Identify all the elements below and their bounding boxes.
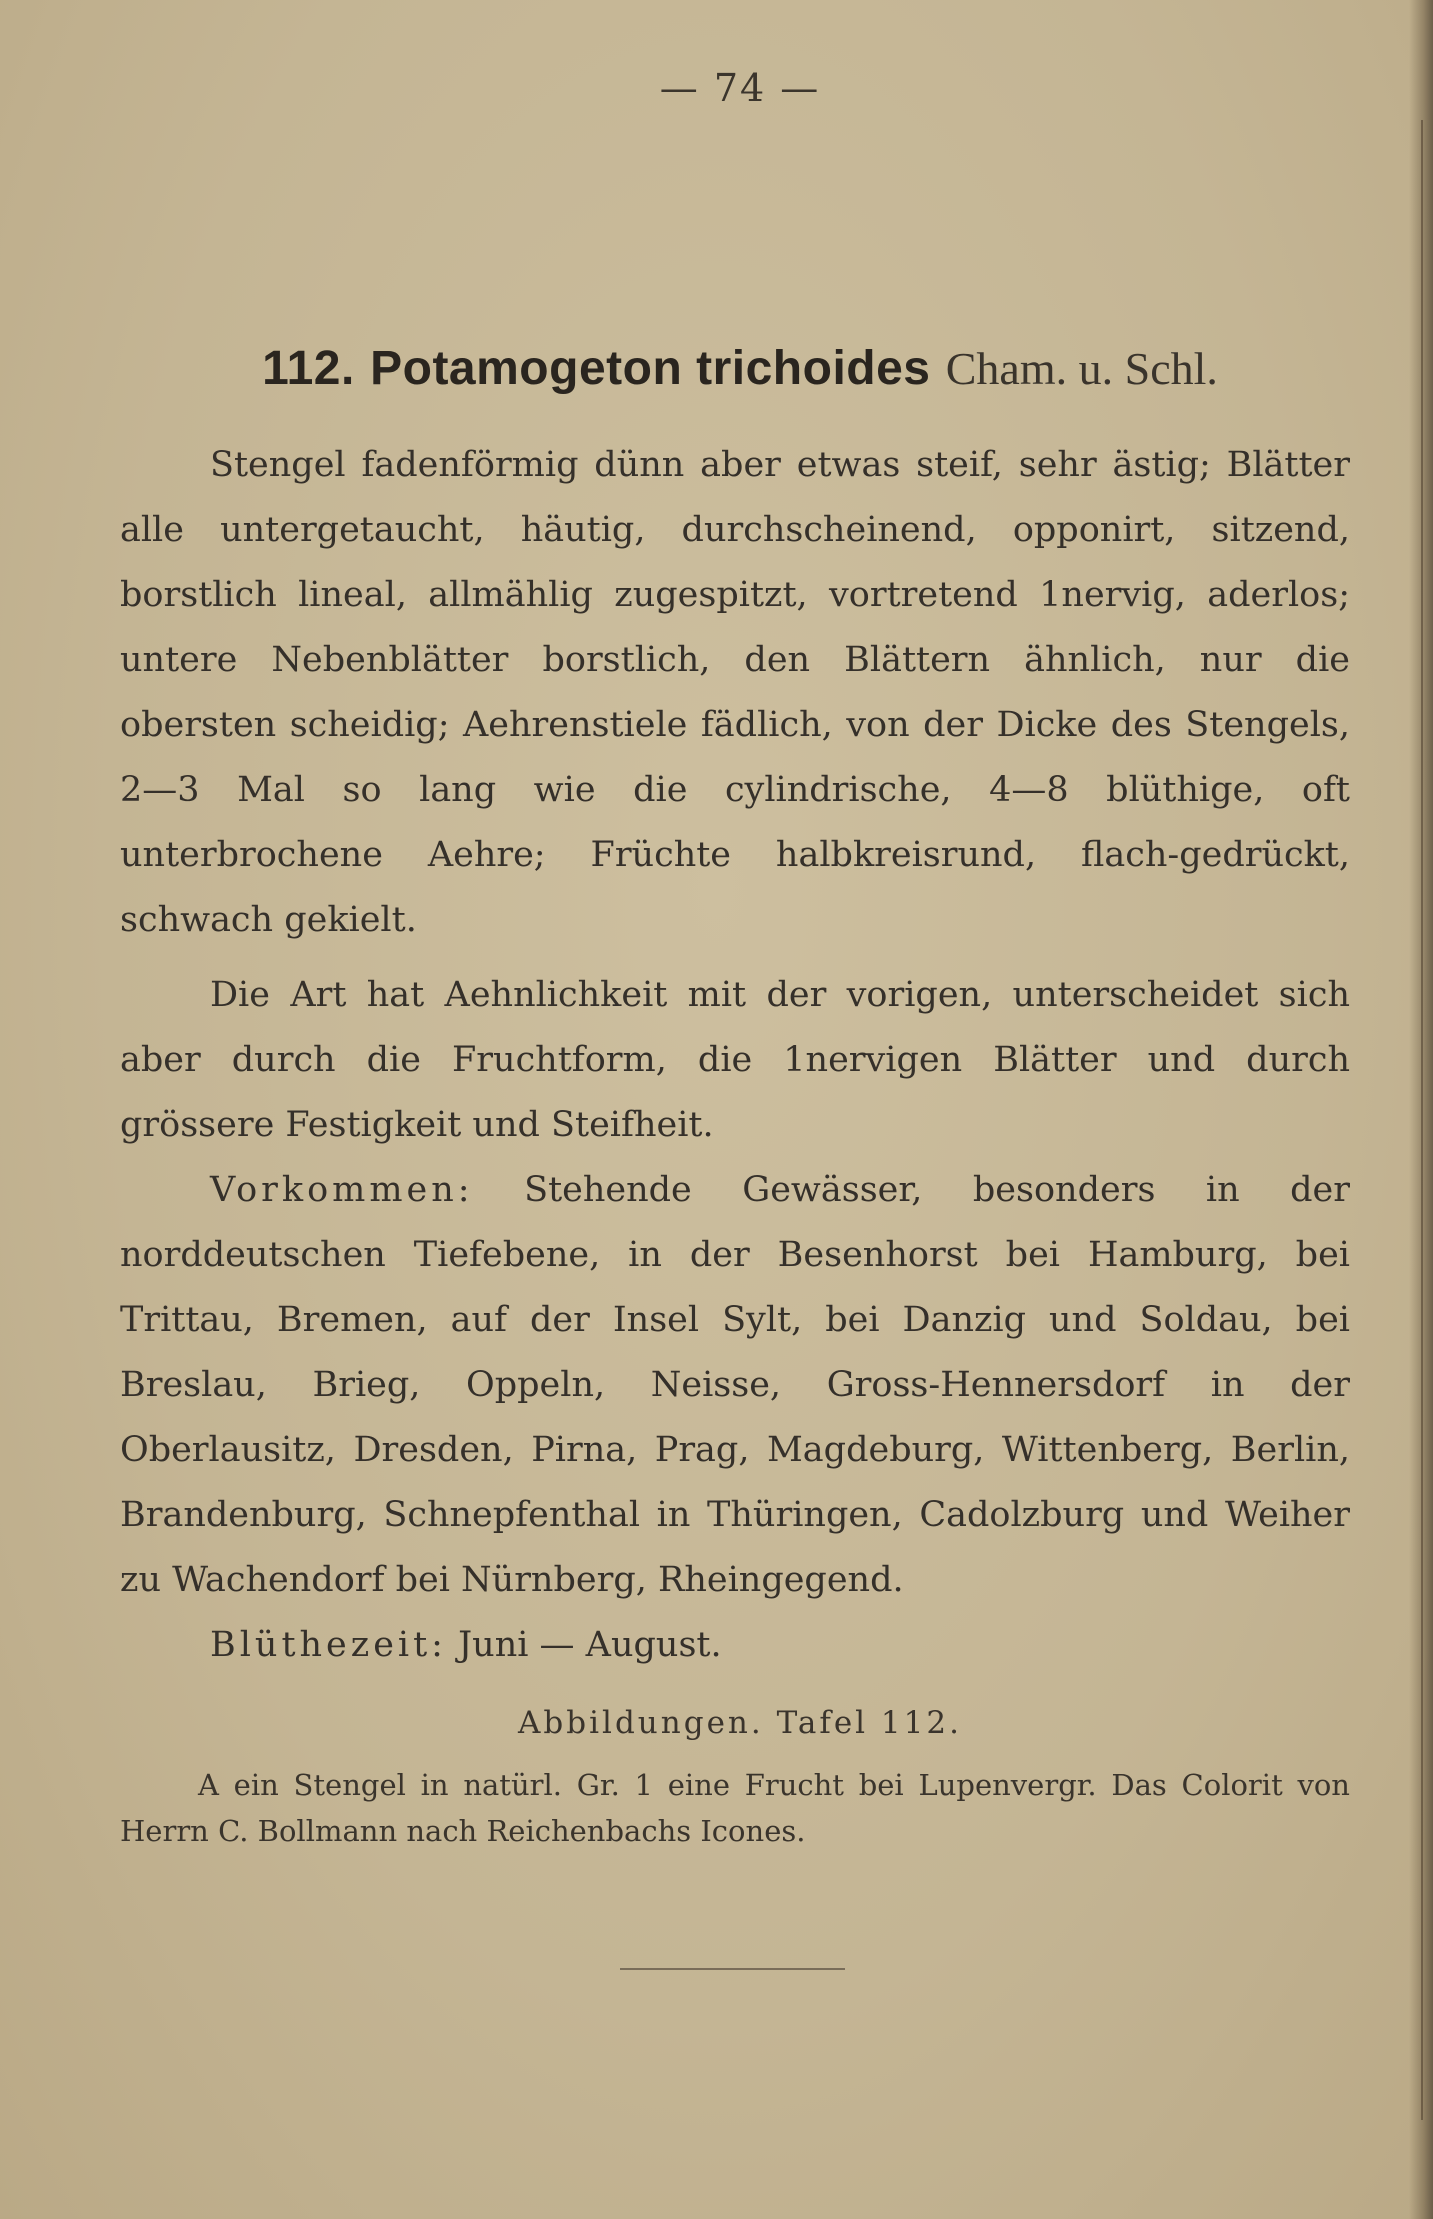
flowering-paragraph — [120, 1613, 1350, 1678]
comparison-paragraph: Die Art hat Aehnlichkeit mit der vorigen, unterscheidet sich aber durch die Fruchtform, die 1nervigen Blätter und durch grössere Festigkeit und Steifheit. — [120, 975, 1350, 1145]
species-author: Cham. u. Schl. — [945, 343, 1218, 394]
species-name: Potamogeton trichoides — [370, 342, 931, 395]
comparison-block — [120, 963, 1350, 1158]
species-heading — [0, 340, 1433, 396]
end-rule — [620, 1968, 845, 1970]
description-block — [120, 433, 1350, 953]
occurrence-label: Vorkommen: — [210, 1170, 474, 1210]
flowering-block — [120, 1613, 1350, 1678]
page-edge-line — [1421, 120, 1423, 2120]
occurrence-paragraph — [120, 1158, 1350, 1613]
description-paragraph: Stengel fadenförmig dünn aber etwas steif, sehr ästig; Blätter alle untergetaucht, häutig, durchscheinend, opponirt, sitzend, borstlich lineal, allmählig zugespitzt, vortretend 1nervig, aderlos; untere Nebenblätter borstlich, den Blättern ähnlich, nur die obersten scheidig; Aehrenstiele fädlich, von der Dicke des Stengels, 2—3 Mal so lang wie die cylindrische, 4—8 blüthige, oft unterbrochene Aehre; Früchte halbkreisrund, flach-gedrückt, schwach gekielt. — [120, 445, 1350, 940]
figures-title: Abbildungen. Tafel 112. — [518, 1705, 962, 1741]
occurrence-block — [120, 1158, 1350, 1613]
species-number: 112. — [262, 342, 355, 395]
page-number: — 74 — — [659, 66, 821, 110]
flowering-text: Juni — August. — [458, 1625, 722, 1665]
figures-caption-block — [120, 1762, 1350, 1854]
occurrence-text: Stehende Gewässer, besonders in der norddeutschen Tiefebene, in der Besenhorst bei Hamburg, bei Trittau, Bremen, auf der Insel Sylt, bei Danzig und Soldau, bei Breslau, Brieg, Oppeln, Neisse, Gross-Hennersdorf in der Oberlausitz, Dresden, Pirna, Prag, Magdeburg, Wittenberg, Berlin, Brandenburg, Schnepfenthal in Thüringen, Cadolzburg und Weiher zu Wachendorf bei Nürnberg, Rheingegend. — [120, 1170, 1350, 1600]
flowering-label: Blüthezeit: — [210, 1625, 447, 1665]
figures-caption: A ein Stengel in natürl. Gr. 1 eine Frucht bei Lupenvergr. Das Colorit von Herrn C. Bollmann nach Reichenbachs Icones. — [120, 1768, 1350, 1848]
